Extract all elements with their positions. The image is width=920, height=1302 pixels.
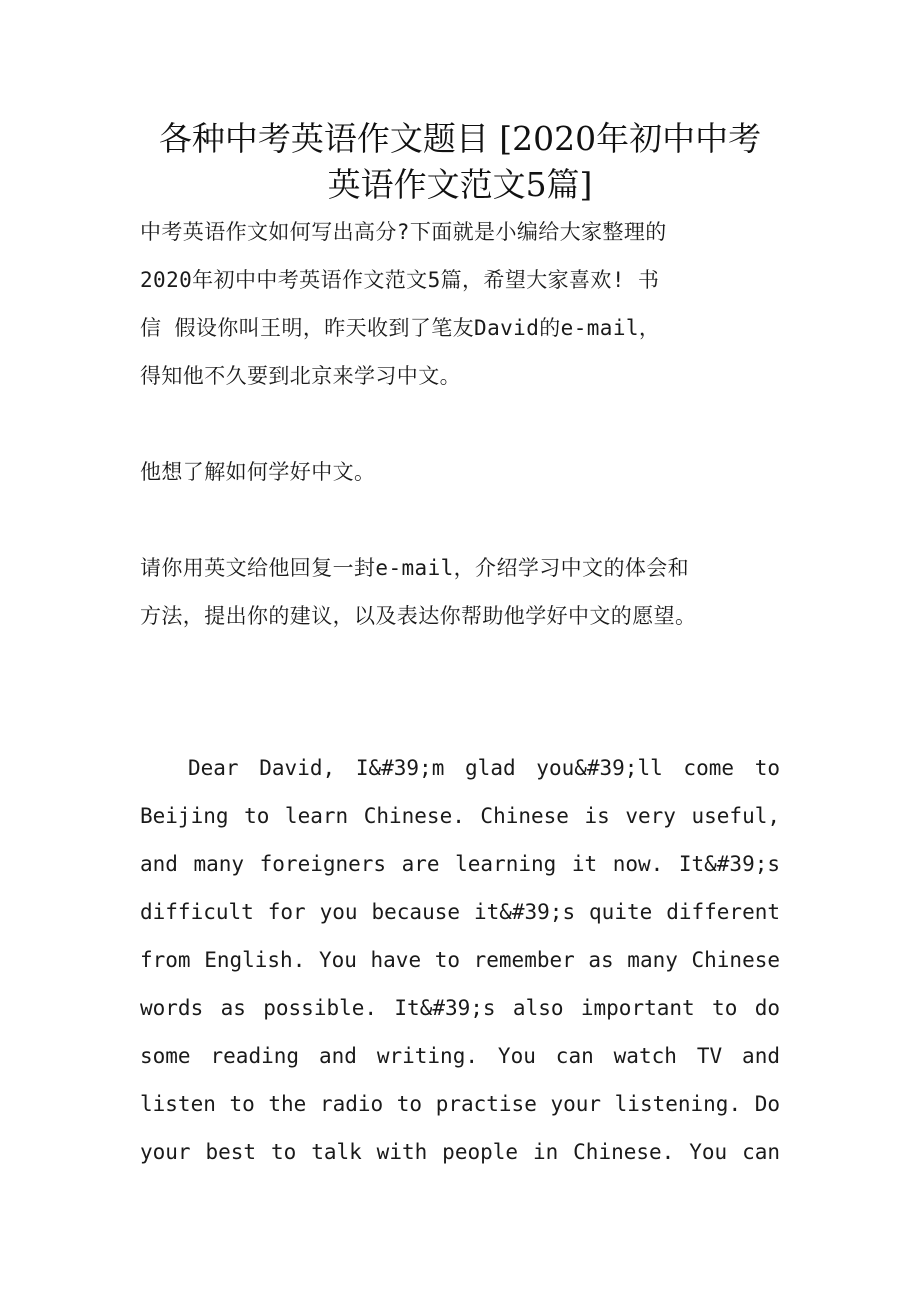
- letter-line-1: Dear David, I&#39;m glad you&#39;ll come to: [188, 756, 780, 780]
- paragraph-2: 他想了解如何学好中文。: [140, 460, 376, 484]
- intro-line-4: 得知他不久要到北京来学习中文。: [140, 364, 461, 388]
- letter-line-9: your best to talk with people in Chinese. You can: [140, 1140, 780, 1164]
- letter-line-6: words as possible. It&#39;s also important to do: [140, 996, 780, 1020]
- letter-line-5: from English. You have to remember as many Chinese: [140, 948, 780, 972]
- document-title-line-1: 各种中考英语作文题目 [2020年初中中考: [158, 119, 762, 158]
- document-title-line-2: 英语作文范文5篇]: [327, 165, 593, 204]
- paragraph-3-line-1: 请你用英文给他回复一封e-mail，介绍学习中文的体会和: [140, 556, 690, 580]
- letter-line-4: difficult for you because it&#39;s quite different: [140, 900, 780, 924]
- letter-line-3: and many foreigners are learning it now. It&#39;s: [140, 852, 780, 876]
- letter-line-2: Beijing to learn Chinese. Chinese is very useful,: [140, 804, 780, 828]
- intro-line-1: 中考英语作文如何写出高分?下面就是小编给大家整理的: [140, 220, 667, 244]
- intro-line-2: 2020年初中中考英语作文范文5篇，希望大家喜欢! 书: [140, 268, 660, 292]
- letter-line-8: listen to the radio to practise your listening. Do: [140, 1092, 780, 1116]
- paragraph-3-line-2: 方法，提出你的建议，以及表达你帮助他学好中文的愿望。: [140, 604, 697, 628]
- letter-line-7: some reading and writing. You can watch TV and: [140, 1044, 780, 1068]
- intro-line-3: 信 假设你叫王明，昨天收到了笔友David的e-mail，: [140, 316, 661, 340]
